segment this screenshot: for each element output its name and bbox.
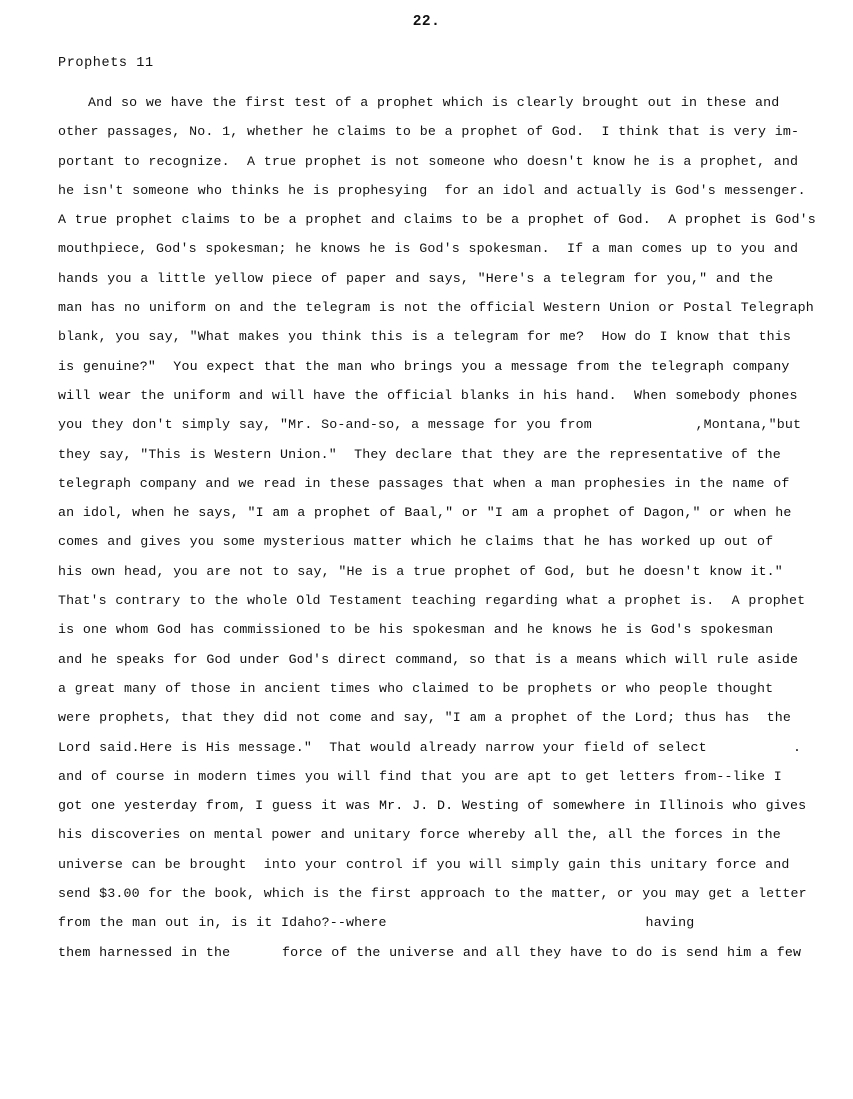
- document-header: Prophets 11: [58, 56, 154, 71]
- text-line: is one whom God has commissioned to be his spokesman and he knows he is God's spokesman: [58, 622, 774, 638]
- text-line: and he speaks for God under God's direct command, so that is a means which will rule aside: [58, 651, 799, 667]
- text-line: he isn't someone who thinks he is prophesying for an idol and actually is God's messenger.: [58, 182, 806, 198]
- text-line: man has no uniform on and the telegram is not the official Western Union or Postal Telegraph: [58, 300, 814, 316]
- text-line: got one yesterday from, I guess it was Mr. J. D. Westing of somewhere in Illinois who gives: [58, 798, 807, 814]
- text-line: will wear the uniform and will have the official blanks in his hand. When somebody phones: [58, 387, 798, 403]
- text-line: A true prophet claims to be a prophet and claims to be a prophet of God. A prophet is God's: [58, 212, 816, 228]
- text-line: them harnessed in the force of the universe and all they have to do is send him a few: [58, 944, 802, 960]
- document-body: [58, 88, 826, 967]
- text-line: from the man out in, is it Idaho?--where having: [58, 915, 695, 931]
- text-line: and of course in modern times you will find that you are apt to get letters from--like I: [58, 768, 782, 784]
- text-line: were prophets, that they did not come and say, "I am a prophet of the Lord; thus has the: [58, 710, 792, 726]
- text-line: mouthpiece, God's spokesman; he knows he is God's spokesman. If a man comes up to you and: [58, 241, 799, 257]
- text-line: his own head, you are not to say, "He is a true prophet of God, but he doesn't know it.": [58, 563, 783, 579]
- text-line: a great many of those in ancient times who claimed to be prophets or who people thought: [58, 680, 774, 696]
- text-line: is genuine?" You expect that the man who brings you a message from the telegraph company: [58, 358, 790, 374]
- text-line: portant to recognize. A true prophet is not someone who doesn't know he is a prophet, and: [58, 153, 799, 169]
- text-line: other passages, No. 1, whether he claims to be a prophet of God. I think that is very im-: [58, 124, 800, 140]
- text-line: send $3.00 for the book, which is the first approach to the matter, or you may get a letter: [58, 886, 807, 902]
- text-line: Lord said.Here is His message." That would already narrow your field of select .: [58, 739, 802, 755]
- text-line: blank, you say, "What makes you think this is a telegram for me? How do I know that this: [58, 329, 792, 345]
- text-line: comes and gives you some mysterious matter which he claims that he has worked up out of: [58, 534, 774, 550]
- text-line: That's contrary to the whole Old Testament teaching regarding what a prophet is. A prophet: [58, 593, 806, 609]
- text-line: his discoveries on mental power and unitary force whereby all the, all the forces in the: [58, 827, 781, 843]
- text-line: they say, "This is Western Union." They declare that they are the representative of the: [58, 446, 781, 462]
- text-line: hands you a little yellow piece of paper and says, "Here's a telegram for you," and the: [58, 270, 774, 286]
- text-line: telegraph company and we read in these passages that when a man prophesies in the name of: [58, 475, 790, 491]
- text-line: universe can be brought into your control if you will simply gain this unitary force and: [58, 856, 790, 872]
- text-line: you they don't simply say, "Mr. So-and-so, a message for you from ,Montana,"but: [58, 417, 802, 433]
- text-line: And so we have the first test of a prophet which is clearly brought out in these and: [88, 95, 780, 110]
- page-number: 22.: [412, 14, 441, 30]
- text-line: an idol, when he says, "I am a prophet of Baal," or "I am a prophet of Dagon," or when he: [58, 505, 792, 521]
